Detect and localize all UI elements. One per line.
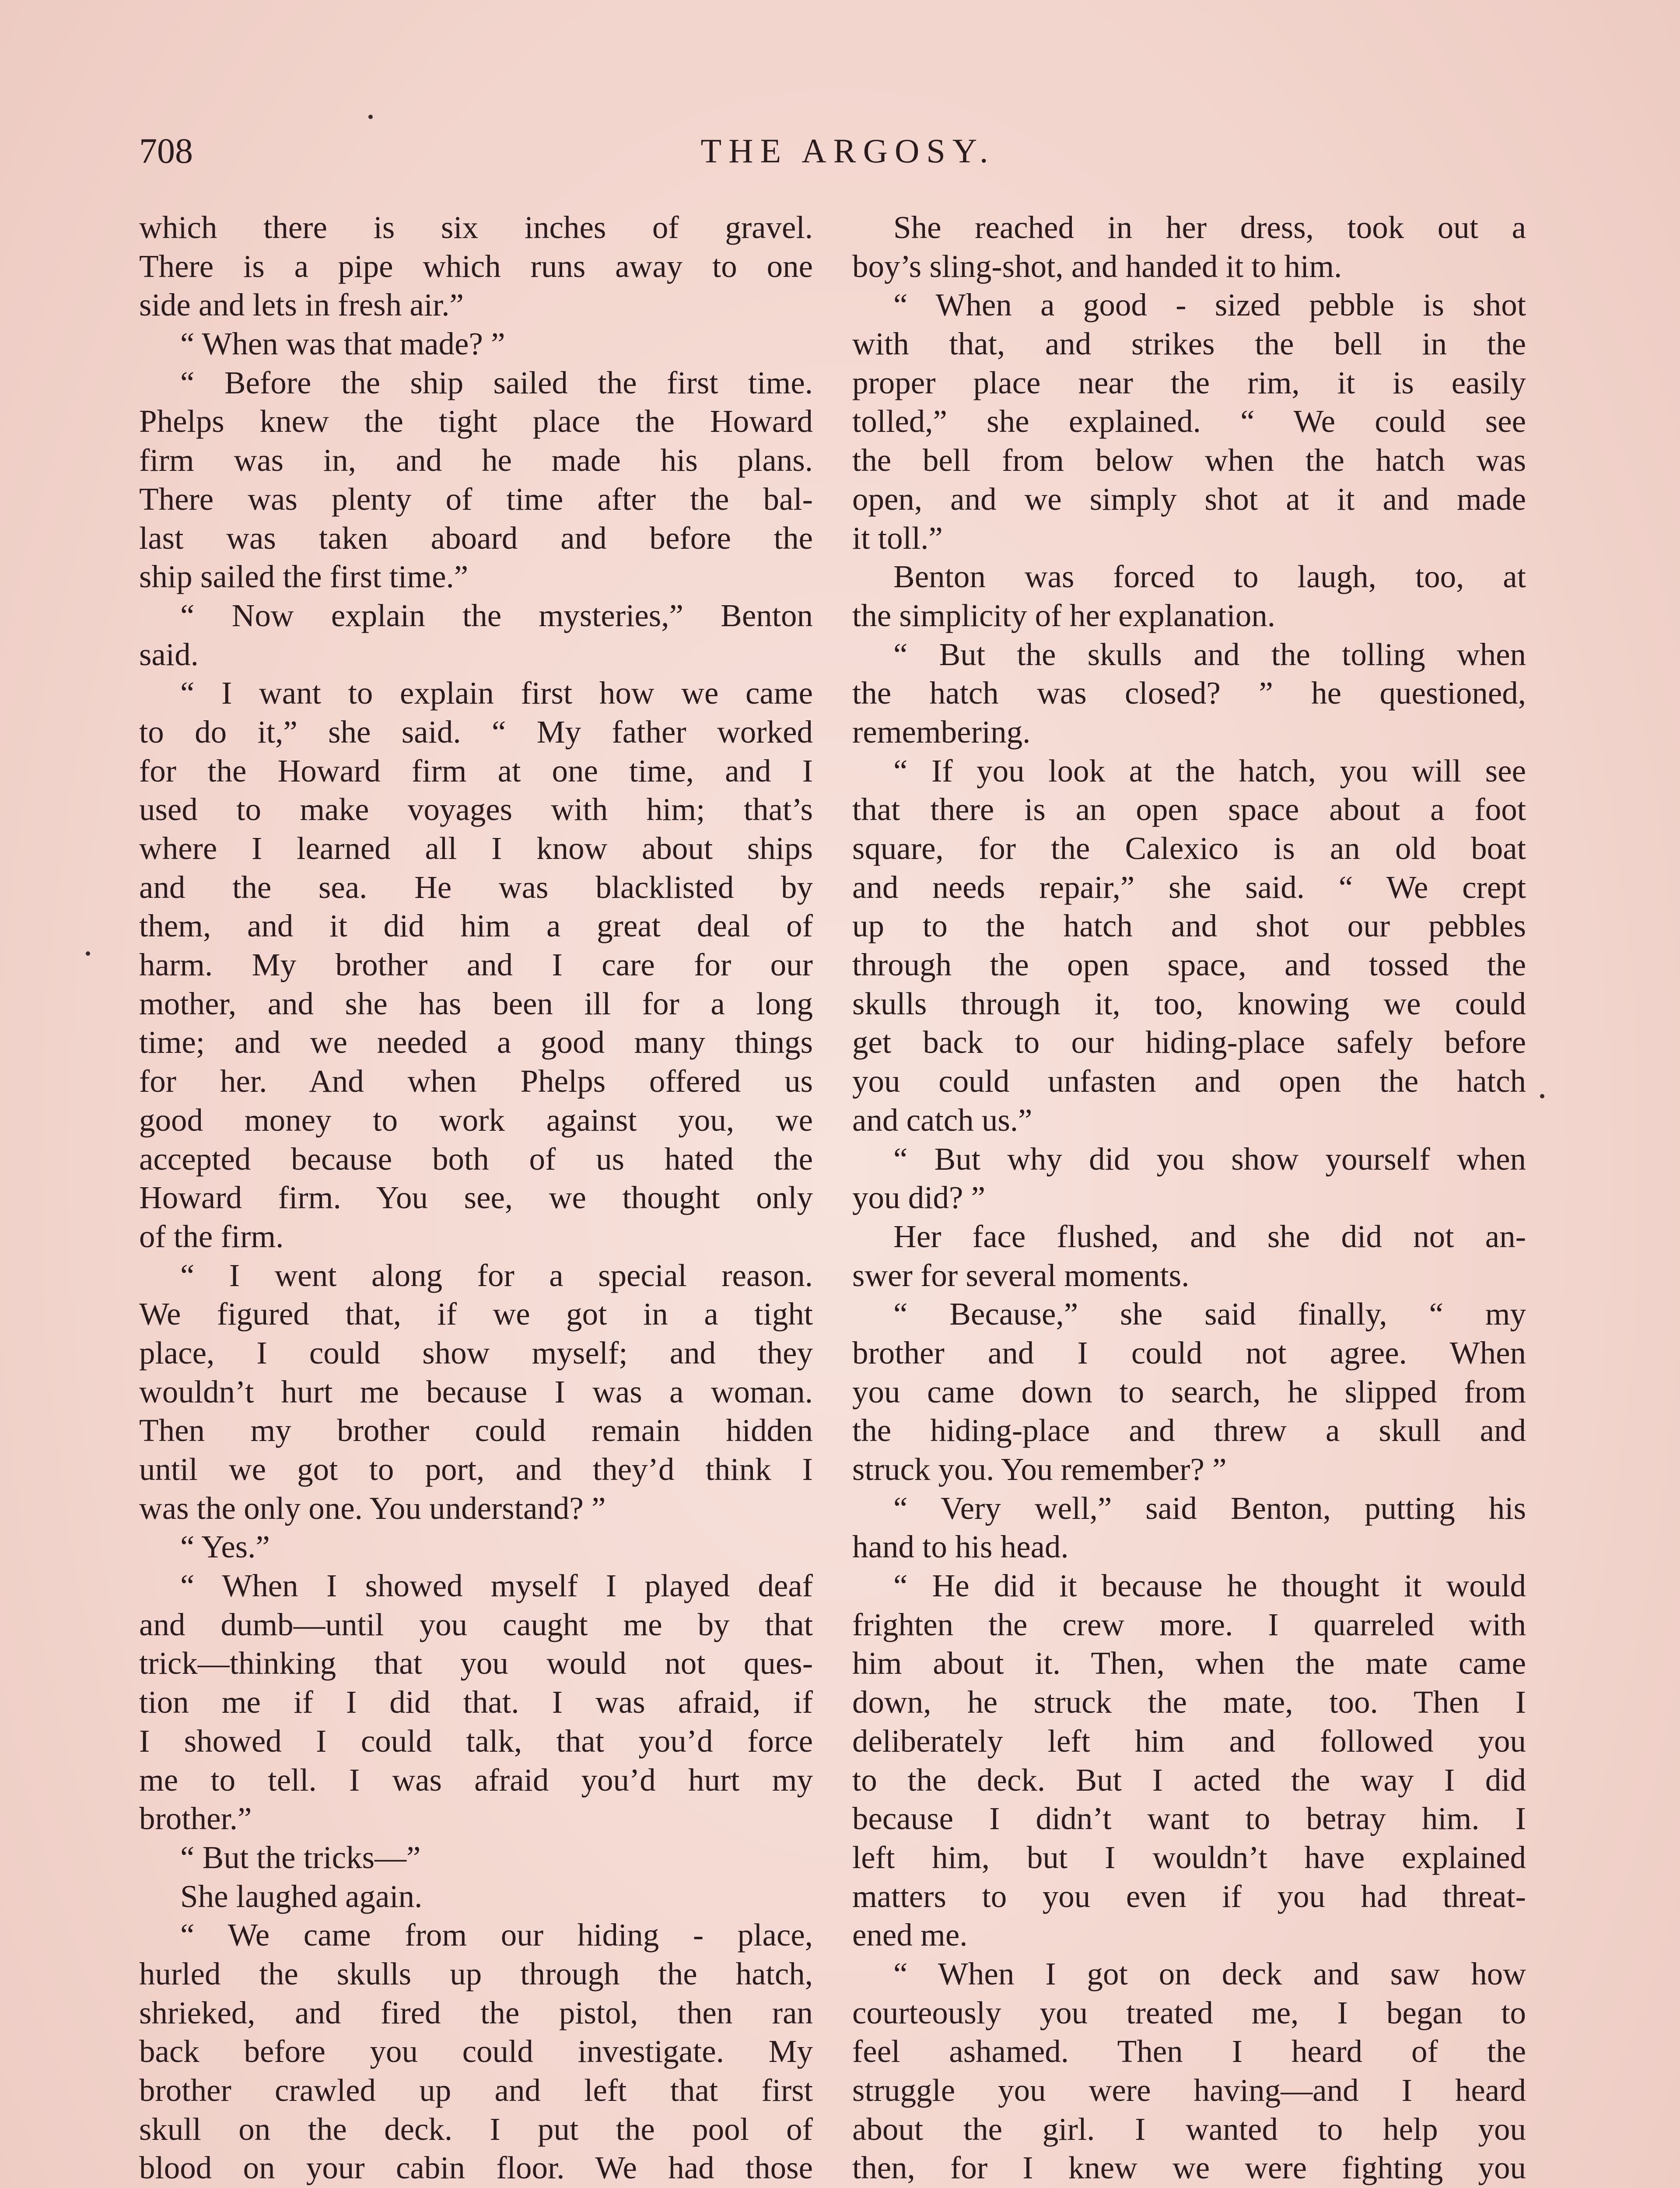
print-speck (1540, 1094, 1544, 1098)
text-line: until we got to port, and they’d think I (139, 1452, 813, 1487)
text-line: harm. My brother and I care for our (139, 947, 813, 983)
text-line: open, and we simply shot at it and made (852, 481, 1526, 517)
text-line: boy’s sling-shot, and handed it to him. (852, 248, 1342, 284)
text-line: struck you. You remember? ” (852, 1452, 1227, 1487)
text-line: “ When I showed myself I played deaf (180, 1568, 813, 1604)
running-title: THE ARGOSY. (700, 132, 995, 170)
text-line: for her. And when Phelps offered us (139, 1063, 813, 1099)
text-line: them, and it did him a great deal of (139, 908, 813, 944)
text-line: “ But the skulls and the tolling when (893, 636, 1526, 672)
page-header (139, 127, 1557, 179)
text-line: We figured that, if we got in a tight (139, 1296, 813, 1332)
text-line: and catch us.” (852, 1102, 1032, 1138)
text-line: me to tell. I was afraid you’d hurt my (139, 1762, 813, 1798)
text-line: left him, but I wouldn’t have explained (852, 1839, 1526, 1875)
text-line: Phelps knew the tight place the Howard (139, 403, 813, 439)
text-line: hand to his head. (852, 1529, 1069, 1565)
text-line: wouldn’t hurt me because I was a woman. (139, 1374, 813, 1410)
text-line: where I learned all I know about ships (139, 831, 813, 866)
text-line: “ When was that made? ” (180, 326, 505, 362)
left-text-column (139, 208, 813, 2188)
print-speck (86, 951, 90, 956)
text-line: skulls through it, too, knowing we could (852, 985, 1526, 1021)
text-line: with that, and strikes the bell in the (852, 326, 1526, 362)
right-text-column (852, 208, 1526, 2188)
text-line: “ But the tricks—” (180, 1839, 421, 1875)
text-line: skull on the deck. I put the pool of (139, 2111, 813, 2147)
text-line: and needs repair,” she said. “ We crept (852, 869, 1526, 905)
text-line: “ When I got on deck and saw how (893, 1956, 1526, 1992)
text-line: remembering. (852, 714, 1031, 750)
text-line: There is a pipe which runs away to one (139, 248, 813, 284)
text-line: him about it. Then, when the mate came (852, 1645, 1526, 1681)
text-line: Then my brother could remain hidden (139, 1413, 813, 1448)
text-line: brother.” (139, 1801, 252, 1837)
text-line: tolled,” she explained. “ We could see (852, 403, 1526, 439)
text-line: brother crawled up and left that first (139, 2072, 813, 2108)
text-line: and dumb—until you caught me by that (139, 1606, 813, 1642)
text-line: back before you could investigate. My (139, 2034, 813, 2069)
text-line: matters to you even if you had threat- (852, 1878, 1526, 1914)
text-line: “ Now explain the mysteries,” Benton (180, 597, 813, 633)
print-speck (368, 115, 373, 119)
text-line: side and lets in fresh air.” (139, 287, 464, 323)
text-line: through the open space, and tossed the (852, 947, 1526, 983)
text-line: I showed I could talk, that you’d force (139, 1723, 813, 1759)
text-line: struggle you were having—and I heard (852, 2072, 1526, 2108)
text-line: blood on your cabin floor. We had those (139, 2150, 813, 2186)
text-line: trick—thinking that you would not ques- (139, 1645, 813, 1681)
text-line: “ Before the ship sailed the first time. (180, 365, 813, 400)
text-line: mother, and she has been ill for a long (139, 985, 813, 1021)
text-line: “ But why did you show yourself when (893, 1141, 1526, 1177)
text-line: “ Very well,” said Benton, putting his (893, 1490, 1526, 1526)
text-line: ship sailed the first time.” (139, 559, 469, 595)
text-line: it toll.” (852, 520, 943, 556)
text-line: and the sea. He was blacklisted by (139, 869, 813, 905)
text-line: then, for I knew we were fighting you (852, 2150, 1526, 2186)
text-line: shrieked, and fired the pistol, then ran (139, 1995, 813, 2030)
text-line: place, I could show myself; and they (139, 1335, 813, 1371)
text-line: She laughed again. (180, 1878, 423, 1914)
text-line: deliberately left him and followed you (852, 1723, 1526, 1759)
text-line: that there is an open space about a foot (852, 792, 1526, 828)
text-line: square, for the Calexico is an old boat (852, 831, 1526, 866)
text-line: good money to work against you, we (139, 1102, 813, 1138)
text-line: Benton was forced to laugh, too, at (893, 559, 1526, 595)
text-line: “ I want to explain first how we came (180, 675, 813, 711)
text-line: you could unfasten and open the hatch (852, 1063, 1526, 1099)
text-line: the hiding-place and threw a skull and (852, 1413, 1526, 1448)
text-line: There was plenty of time after the bal- (139, 481, 813, 517)
text-line: “ He did it because he thought it would (893, 1568, 1526, 1604)
page-number: 708 (139, 131, 193, 171)
text-line: said. (139, 636, 199, 672)
text-line: frighten the crew more. I quarreled with (852, 1606, 1526, 1642)
text-line: up to the hatch and shot our pebbles (852, 908, 1526, 944)
text-line: feel ashamed. Then I heard of the (852, 2034, 1526, 2069)
text-line: “ Because,” she said finally, “ my (893, 1296, 1526, 1332)
text-line: you did? ” (852, 1180, 986, 1216)
text-line: get back to our hiding-place safely before (852, 1024, 1526, 1060)
text-line: was the only one. You understand? ” (139, 1490, 606, 1526)
text-line: last was taken aboard and before the (139, 520, 813, 556)
text-line: tion me if I did that. I was afraid, if (139, 1684, 813, 1720)
text-line: the bell from below when the hatch was (852, 442, 1526, 478)
text-line: Howard firm. You see, we thought only (139, 1180, 813, 1216)
text-line: hurled the skulls up through the hatch, (139, 1956, 813, 1992)
text-line: “ When a good - sized pebble is shot (893, 287, 1526, 323)
text-line: the simplicity of her explanation. (852, 597, 1276, 633)
text-line: firm was in, and he made his plans. (139, 442, 813, 478)
text-line: courteously you treated me, I began to (852, 1995, 1526, 2030)
text-line: “ If you look at the hatch, you will see (893, 753, 1526, 789)
text-line: She reached in her dress, took out a (893, 210, 1526, 245)
text-line: brother and I could not agree. When (852, 1335, 1526, 1371)
text-line: because I didn’t want to betray him. I (852, 1801, 1526, 1837)
text-line: which there is six inches of gravel. (139, 210, 813, 245)
text-line: accepted because both of us hated the (139, 1141, 813, 1177)
text-line: time; and we needed a good many things (139, 1024, 813, 1060)
text-line: proper place near the rim, it is easily (852, 365, 1526, 400)
text-line: you came down to search, he slipped from (852, 1374, 1526, 1410)
text-line: swer for several moments. (852, 1257, 1190, 1293)
text-line: Her face flushed, and she did not an- (893, 1218, 1526, 1254)
text-line: “ We came from our hiding - place, (180, 1917, 813, 1953)
text-line: “ Yes.” (180, 1529, 270, 1565)
text-line: to do it,” she said. “ My father worked (139, 714, 813, 750)
text-line: about the girl. I wanted to help you (852, 2111, 1526, 2147)
text-line: of the firm. (139, 1218, 284, 1254)
text-line: to the deck. But I acted the way I did (852, 1762, 1526, 1798)
text-line: used to make voyages with him; that’s (139, 792, 813, 828)
text-line: the hatch was closed? ” he questioned, (852, 675, 1526, 711)
text-line: ened me. (852, 1917, 968, 1953)
text-line: down, he struck the mate, too. Then I (852, 1684, 1526, 1720)
text-line: “ I went along for a special reason. (180, 1257, 813, 1293)
text-line: for the Howard firm at one time, and I (139, 753, 813, 789)
